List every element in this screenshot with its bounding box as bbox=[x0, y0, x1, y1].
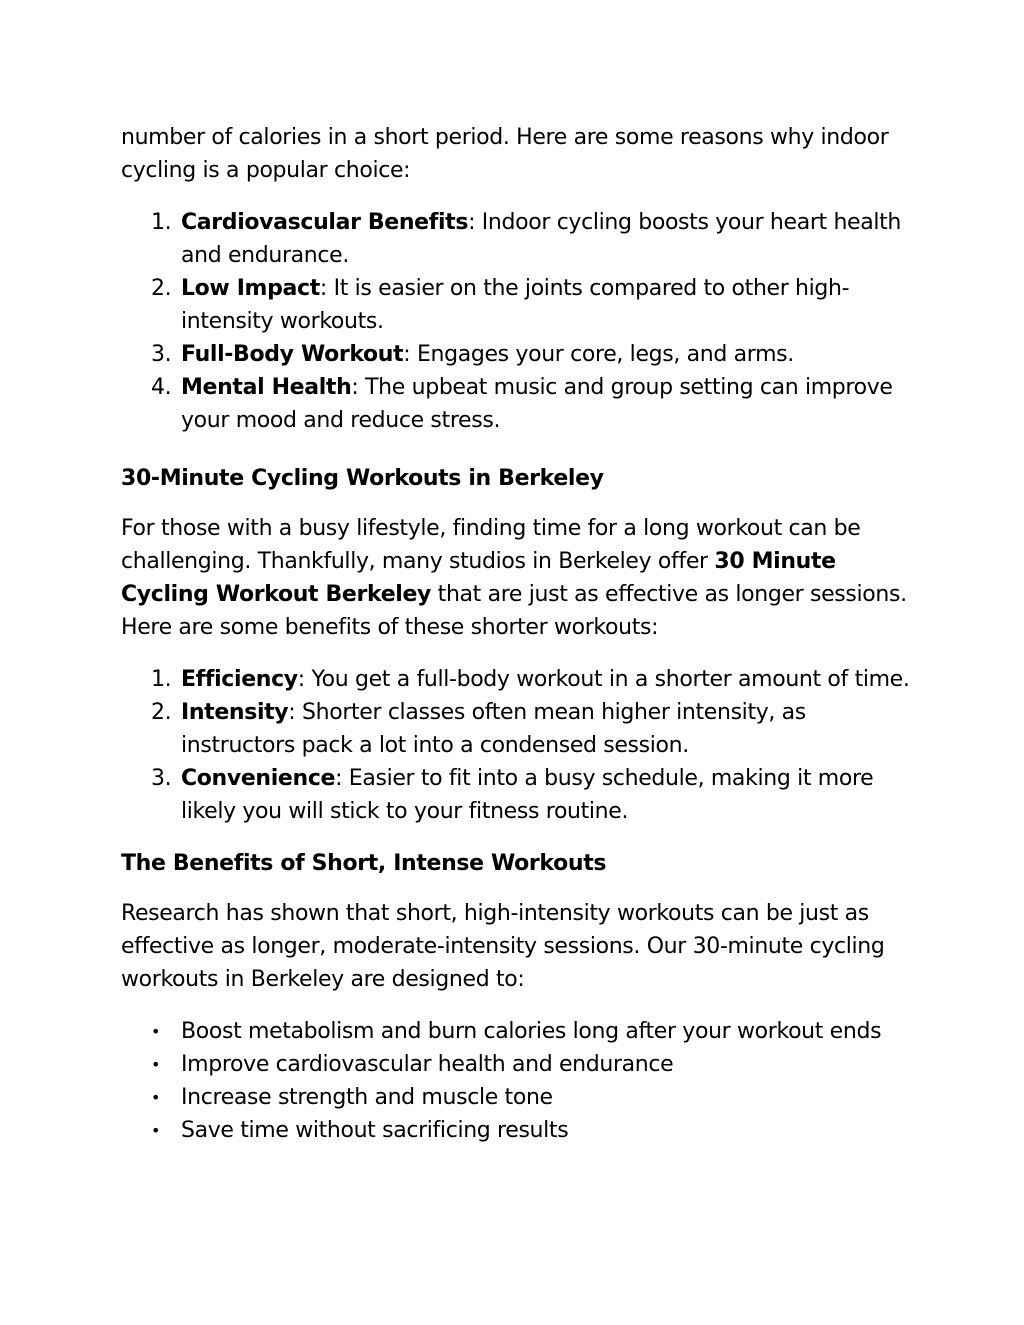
paragraph-text: For those with a busy lifestyle, finding time for a long workout can be challenging. Thankfully, many studios in Berkeley offer bbox=[121, 516, 861, 574]
list-number: 1. bbox=[151, 210, 172, 235]
section1-paragraph bbox=[121, 512, 921, 644]
list-item bbox=[121, 1015, 921, 1048]
list-item bbox=[121, 1048, 921, 1081]
list-item-term: Convenience bbox=[181, 766, 336, 791]
list-item bbox=[121, 371, 921, 437]
list-item bbox=[121, 1081, 921, 1114]
list-item-term: Intensity bbox=[181, 700, 289, 725]
section-heading: 30-Minute Cycling Workouts in Berkeley bbox=[121, 466, 604, 491]
list-item-term: Low Impact bbox=[181, 276, 320, 301]
list-item-desc: : The upbeat music and group setting can improve your mood and reduce stress. bbox=[181, 375, 893, 433]
list-number: 4. bbox=[151, 375, 172, 400]
list-item-desc: : It is easier on the joints compared to other high-intensity workouts. bbox=[181, 276, 850, 334]
list-item bbox=[121, 663, 921, 696]
list-item-term: Mental Health bbox=[181, 375, 352, 400]
list-number: 1. bbox=[151, 667, 172, 692]
list-item-desc: : Easier to fit into a busy schedule, making it more likely you will stick to your fitness routine. bbox=[181, 766, 874, 824]
list-item bbox=[121, 762, 921, 828]
section-heading: The Benefits of Short, Intense Workouts bbox=[121, 851, 607, 876]
reasons-list bbox=[121, 206, 921, 437]
bullet-icon: • bbox=[151, 1121, 161, 1140]
list-number: 3. bbox=[151, 766, 172, 791]
list-item-desc: : Shorter classes often mean higher intensity, as instructors pack a lot into a condensed session. bbox=[181, 700, 806, 758]
bullet-text: Increase strength and muscle tone bbox=[181, 1085, 553, 1110]
list-item bbox=[121, 272, 921, 338]
bullet-icon: • bbox=[151, 1022, 161, 1041]
benefits-list bbox=[121, 663, 921, 828]
list-item bbox=[121, 696, 921, 762]
list-item-desc: : Indoor cycling boosts your heart health and endurance. bbox=[181, 210, 901, 268]
bullet-icon: • bbox=[151, 1088, 161, 1107]
list-item bbox=[121, 338, 921, 371]
list-number: 2. bbox=[151, 276, 172, 301]
section2-paragraph: Research has shown that short, high-intensity workouts can be just as effective as longer, moderate-intensity sessions. Our 30-minute cycling workouts in Berkeley are designed to: bbox=[121, 901, 885, 992]
document-page bbox=[121, 121, 921, 1166]
paragraph-text: that are just as effective as longer sessions. Here are some benefits of these shorter workouts: bbox=[121, 582, 907, 640]
keyword-phrase: 30 Minute Cycling Workout Berkeley bbox=[121, 549, 836, 607]
list-number: 2. bbox=[151, 700, 172, 725]
bullet-text: Save time without sacrificing results bbox=[181, 1118, 569, 1143]
list-item bbox=[121, 206, 921, 272]
intro-paragraph: number of calories in a short period. Here are some reasons why indoor cycling is a popular choice: bbox=[121, 125, 889, 183]
bullet-icon: • bbox=[151, 1055, 161, 1074]
list-number: 3. bbox=[151, 342, 172, 367]
bullet-text: Improve cardiovascular health and endurance bbox=[181, 1052, 674, 1077]
list-item-term: Cardiovascular Benefits bbox=[181, 210, 469, 235]
list-item-term: Full-Body Workout bbox=[181, 342, 404, 367]
bullet-list bbox=[121, 1015, 921, 1147]
list-item bbox=[121, 1114, 921, 1147]
list-item-desc: : Engages your core, legs, and arms. bbox=[403, 342, 794, 367]
bullet-text: Boost metabolism and burn calories long after your workout ends bbox=[181, 1019, 882, 1044]
list-item-term: Efficiency bbox=[181, 667, 298, 692]
list-item-desc: : You get a full-body workout in a shorter amount of time. bbox=[297, 667, 910, 692]
